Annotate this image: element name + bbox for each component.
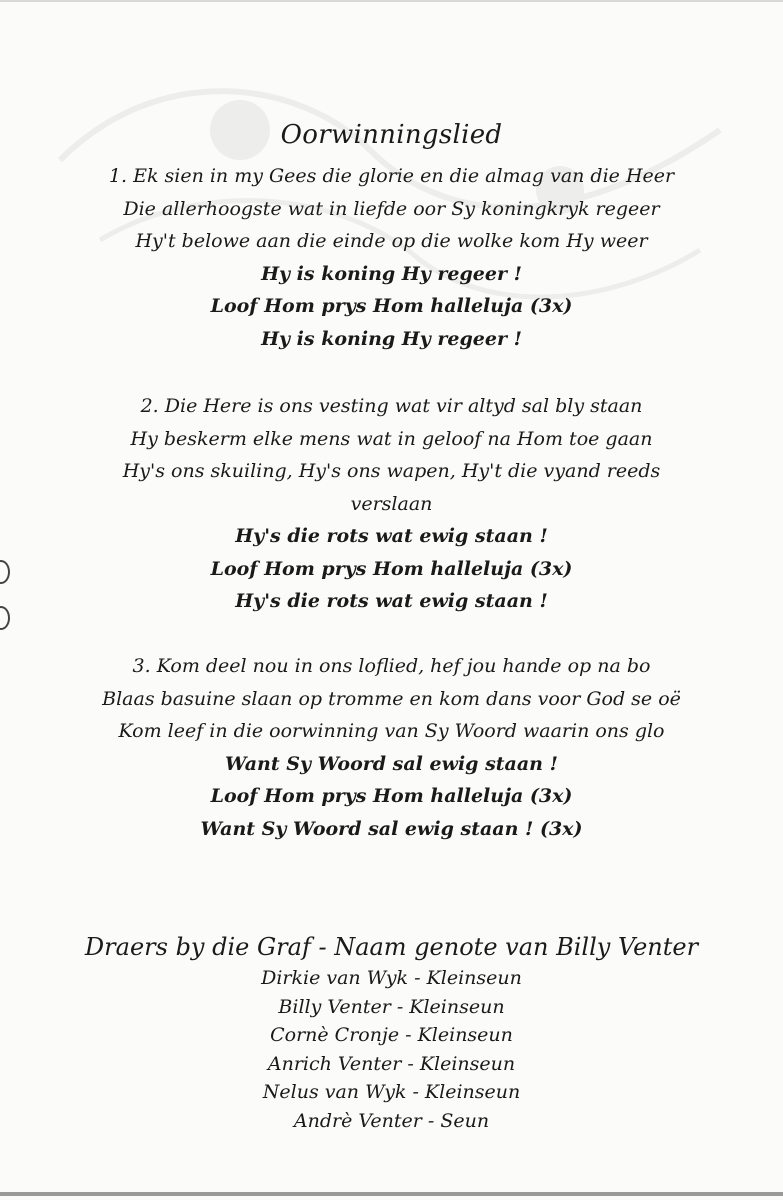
verse-3 bbox=[0, 650, 783, 845]
bearer-item: Billy Venter - Kleinseun bbox=[278, 995, 505, 1018]
top-scan-edge bbox=[0, 0, 783, 2]
song-title: Oorwinningslied bbox=[280, 120, 503, 150]
bearers-heading: Draers by die Graf - Naam genote van Billy Venter bbox=[84, 933, 699, 961]
verse-1 bbox=[0, 160, 783, 355]
chorus-line: Loof Hom prys Hom halleluja (3x) bbox=[210, 295, 573, 317]
bearer-item: Cornè Cronje - Kleinseun bbox=[270, 1024, 513, 1046]
chorus-line: Hy's die rots wat ewig staan ! bbox=[235, 590, 548, 612]
verse-2 bbox=[0, 390, 783, 618]
chorus-line: Want Sy Woord sal ewig staan ! (3x) bbox=[200, 817, 583, 840]
verse-line: 3. Kom deel nou in ons loflied, hef jou hande op na bo bbox=[132, 655, 651, 677]
verse-line: Blaas basuine slaan op tromme en kom dans voor God se oë bbox=[102, 687, 681, 710]
chorus-line: Loof Hom prys Hom halleluja (3x) bbox=[210, 785, 573, 807]
bearer-item: Nelus van Wyk - Kleinseun bbox=[262, 1081, 521, 1103]
verse-line: Hy's ons skuiling, Hy's ons wapen, Hy't die vyand reeds bbox=[122, 460, 661, 482]
bearers-list bbox=[0, 964, 783, 1135]
verse-line: verslaan bbox=[350, 492, 433, 515]
bearer-item: Dirkie van Wyk - Kleinseun bbox=[261, 967, 522, 989]
chorus-line: Hy is koning Hy regeer ! bbox=[261, 262, 522, 285]
verse-line: Hy beskerm elke mens wat in geloof na Hom toe gaan bbox=[130, 427, 653, 450]
verse-line: 1. Ek sien in my Gees die glorie en die almag van die Heer bbox=[108, 165, 675, 187]
verse-line: 2. Die Here is ons vesting wat vir altyd sal bly staan bbox=[140, 395, 643, 417]
chorus-line: Want Sy Woord sal ewig staan ! bbox=[225, 752, 558, 775]
chorus-line: Hy's die rots wat ewig staan ! bbox=[235, 525, 548, 547]
chorus-line: Hy is koning Hy regeer ! bbox=[261, 327, 522, 350]
verse-line: Kom leef in die oorwinning van Sy Woord waarin ons glo bbox=[118, 720, 665, 742]
verse-line: Die allerhoogste wat in liefde oor Sy koningkryk regeer bbox=[123, 197, 660, 220]
chorus-line: Loof Hom prys Hom halleluja (3x) bbox=[210, 557, 573, 580]
bottom-scan-edge bbox=[0, 1192, 783, 1196]
bearer-item: Anrich Venter - Kleinseun bbox=[267, 1052, 516, 1075]
bearer-item: Andrè Venter - Seun bbox=[293, 1109, 490, 1132]
verse-line: Hy't belowe aan die einde op die wolke kom Hy weer bbox=[135, 230, 648, 252]
